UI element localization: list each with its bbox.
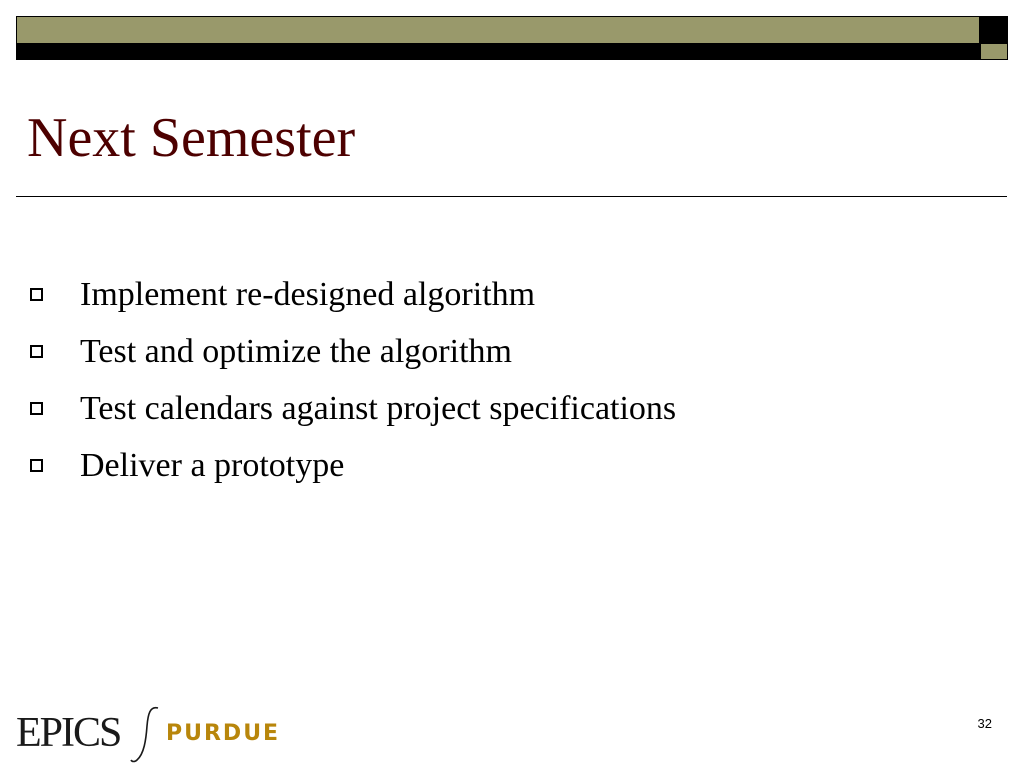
hollow-square-bullet-icon bbox=[30, 288, 43, 301]
bullet-text: Test and optimize the algorithm bbox=[80, 333, 512, 370]
top-decorative-bar bbox=[16, 16, 980, 60]
bullet-text: Implement re-designed algorithm bbox=[80, 276, 536, 313]
title-divider bbox=[16, 196, 1007, 197]
top-olive-stripe bbox=[16, 16, 980, 44]
hollow-square-bullet-icon bbox=[30, 345, 43, 358]
hollow-square-bullet-icon bbox=[30, 459, 43, 472]
bullet-list bbox=[30, 275, 676, 503]
slide-number: 32 bbox=[977, 716, 992, 731]
integral-swash-icon bbox=[128, 704, 168, 764]
epics-wordmark: EPICS bbox=[16, 710, 121, 756]
hollow-square-bullet-icon bbox=[30, 402, 43, 415]
bullet-text: Deliver a prototype bbox=[80, 447, 345, 484]
bullet-item bbox=[30, 389, 676, 446]
slide-title: Next Semester bbox=[27, 107, 356, 169]
corner-black-square bbox=[980, 16, 1008, 43]
bullet-item bbox=[30, 275, 676, 332]
corner-olive-square bbox=[980, 43, 1008, 60]
purdue-wordmark: PURDUE bbox=[166, 721, 281, 746]
bullet-item bbox=[30, 332, 676, 389]
bullet-text: Test calendars against project specifications bbox=[80, 390, 677, 427]
bullet-item bbox=[30, 446, 676, 503]
